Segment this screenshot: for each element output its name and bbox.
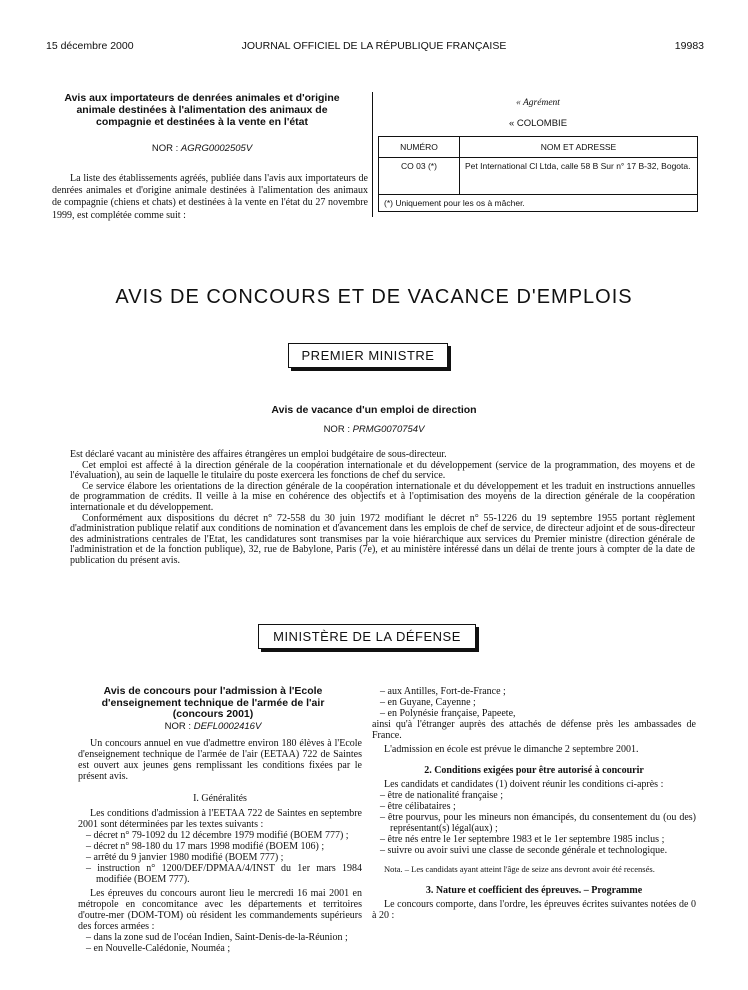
row-numero: CO 03 (*) [379, 158, 460, 195]
section-2-title: 2. Conditions exigées pour être autorisé à concourir [424, 765, 644, 776]
agrement-table [378, 136, 698, 212]
paragraph: ainsi qu'à l'étranger auprès des attachés de défense près les ambassades de France. [372, 719, 696, 741]
col-nom-header: NOM ET ADRESSE [460, 137, 698, 158]
list-item: – aux Antilles, Fort-de-France ; [380, 686, 506, 697]
vacancy-paragraph: Ce service élabore les orientations de la direction générale de la coopération internationale et du développement et les traduit en instructions annuelles de programmation de crédits. Il veille à la mise en cohérence des objectifs et à l'optimisation des moyens de la direction générale de la coopération internationale et du développement. [70, 480, 695, 513]
list-item: – en Guyane, Cayenne ; [380, 697, 476, 708]
page-number: 19983 [674, 40, 704, 52]
header-date: 15 décembre 2000 [46, 40, 134, 52]
list-item: – être pourvus, pour les mineurs non émancipés, du consentement du (ou des) représentant(s) légal(aux) ; [380, 812, 696, 834]
nor-code: DEFL0002416V [193, 721, 262, 732]
nor-label: NOR : [323, 424, 350, 435]
section-box-defense: MINISTÈRE DE LA DÉFENSE [258, 624, 476, 649]
list-item: – arrêté du 9 janvier 1980 modifié (BOEM 777) ; [86, 852, 284, 863]
section-3-title: 3. Nature et coefficient des épreuves. – Programme [425, 885, 643, 896]
paragraph: L'admission en école est prévue le dimanche 2 septembre 2001. [384, 744, 639, 755]
agrement-country: « COLOMBIE [508, 118, 568, 129]
section-2-paragraph: Les candidats et candidates (1) doivent réunir les conditions ci-après : [384, 779, 664, 790]
notice-importers-body: La liste des établissements agréés, publiée dans l'avis aux importateurs de denrées animales et d'origine animale destinées à l'alimentation des animaux de compagnie (chiens et chats) et destinées à la vente en l'état du 27 novembre 1999, est complétée comme suit : [52, 173, 368, 221]
list-item: – décret n° 98-180 du 17 mars 1998 modifié (BOEM 106) ; [86, 841, 325, 852]
vacancy-body [70, 450, 695, 567]
notice-importers-nor [52, 143, 352, 154]
table-header-row [379, 137, 698, 158]
section-1-paragraph: Les épreuves du concours auront lieu le mercredi 16 mai 2001 en métropole en concomitance avec les départements et territoires d'outre-mer (DOM-TOM) où résident les commandements supérieurs des forces armées : [78, 888, 362, 932]
concours-left-column [78, 738, 362, 954]
nor-label: NOR : [151, 143, 179, 154]
list-item: – être de nationalité française ; [380, 790, 503, 801]
vacancy-nor [0, 424, 748, 435]
column-divider [372, 92, 373, 217]
vacancy-paragraph: Cet emploi est affecté à la direction générale de la coopération internationale et du développement (service de la programmation, des moyens et de l'évaluation), au sein de laquelle le titulaire du poste exercera les fonctions de chef du service. [70, 459, 695, 482]
vacancy-title: Avis de vacance d'un emploi de direction [271, 404, 477, 416]
notice-importers-title: Avis aux importateurs de denrées animales et d'origine animale destinées à l'alimentation des animaux de compagnie et destinées à la vente en l'état [64, 92, 340, 128]
section-1-paragraph: Les conditions d'admission à l'EETAA 722 de Saintes en septembre 2001 sont déterminées par les textes suivants : [78, 808, 362, 830]
nor-label: NOR : [164, 721, 192, 732]
list-item: – suivre ou avoir suivi une classe de seconde générale et technologique. [380, 845, 668, 856]
list-item: – en Nouvelle-Calédonie, Nouméa ; [86, 943, 231, 954]
section-box-premier-ministre: PREMIER MINISTRE [288, 343, 448, 368]
concours-intro: Un concours annuel en vue d'admettre environ 180 élèves à l'Ecole d'enseignement technique de l'armée de l'air (EETAA) 722 de Saintes est ouvert aux jeunes gens remplissant les conditions fixées par le présent avis. [78, 738, 362, 782]
table-footnote-row [379, 195, 698, 212]
nor-code: PRMG0070754V [352, 424, 425, 435]
concours-title: Avis de concours pour l'admission à l'Ecole d'enseignement technique de l'armée de l'air (concours 2001) [101, 685, 325, 720]
table-footnote: (*) Uniquement pour les os à mâcher. [379, 195, 698, 212]
row-nom-adresse: Pet International Cl Ltda, calle 58 B Sur n° 17 B-32, Bogota. [460, 158, 698, 195]
list-item: – être célibataires ; [380, 801, 456, 812]
nota: Nota. – Les candidats ayant atteint l'âge de seize ans devront avoir été recensés. [384, 864, 655, 874]
list-item: – instruction n° 1200/DEF/DPMAA/4/INST du 1er mars 1984 modifiée (BOEM 777). [86, 863, 362, 885]
nor-code: AGRG0002505V [180, 143, 253, 154]
journal-title: JOURNAL OFFICIEL DE LA RÉPUBLIQUE FRANÇAISE [241, 40, 507, 52]
list-item: – dans la zone sud de l'océan Indien, Saint-Denis-de-la-Réunion ; [86, 932, 348, 943]
table-row [379, 158, 698, 195]
main-title: AVIS DE CONCOURS ET DE VACANCE D'EMPLOIS [115, 286, 633, 308]
concours-right-column [372, 686, 696, 921]
list-item: – décret n° 79-1092 du 12 décembre 1979 modifié (BOEM 777) ; [86, 830, 349, 841]
list-item: – être nés entre le 1er septembre 1983 et le 1er septembre 1985 inclus ; [380, 834, 665, 845]
concours-nor [78, 721, 348, 732]
col-numero-header: NUMÉRO [379, 137, 460, 158]
section-1-title: I. Généralités [193, 793, 247, 804]
section-3-paragraph: Le concours comporte, dans l'ordre, les épreuves écrites suivantes notées de 0 à 20 : [372, 899, 696, 921]
list-item: – en Polynésie française, Papeete, [380, 708, 516, 719]
vacancy-paragraph: Est déclaré vacant au ministère des affaires étrangères un emploi budgétaire de sous-directeur. [70, 449, 447, 460]
agrement-heading: « Agrément [516, 98, 560, 108]
vacancy-paragraph: Conformément aux dispositions du décret n° 72-558 du 30 juin 1972 modifiant le décret n° 55-1226 du 19 septembre 1955 portant règlement d'administration publique relatif aux conditions de nomination et d'avancement dans les emplois de chef de service, de directeur adjoint et de sous-directeur des administrations centrales de l'Etat, les candidatures sont transmises par la voie hiérarchique aux services du Premier ministre (direction générale de l'administration et de la fonction publique), 32, rue de Babylone, Paris (7e), et au ministère intéressé dans un délai de trente jours à compter de la date de publication du présent avis. [70, 512, 695, 566]
